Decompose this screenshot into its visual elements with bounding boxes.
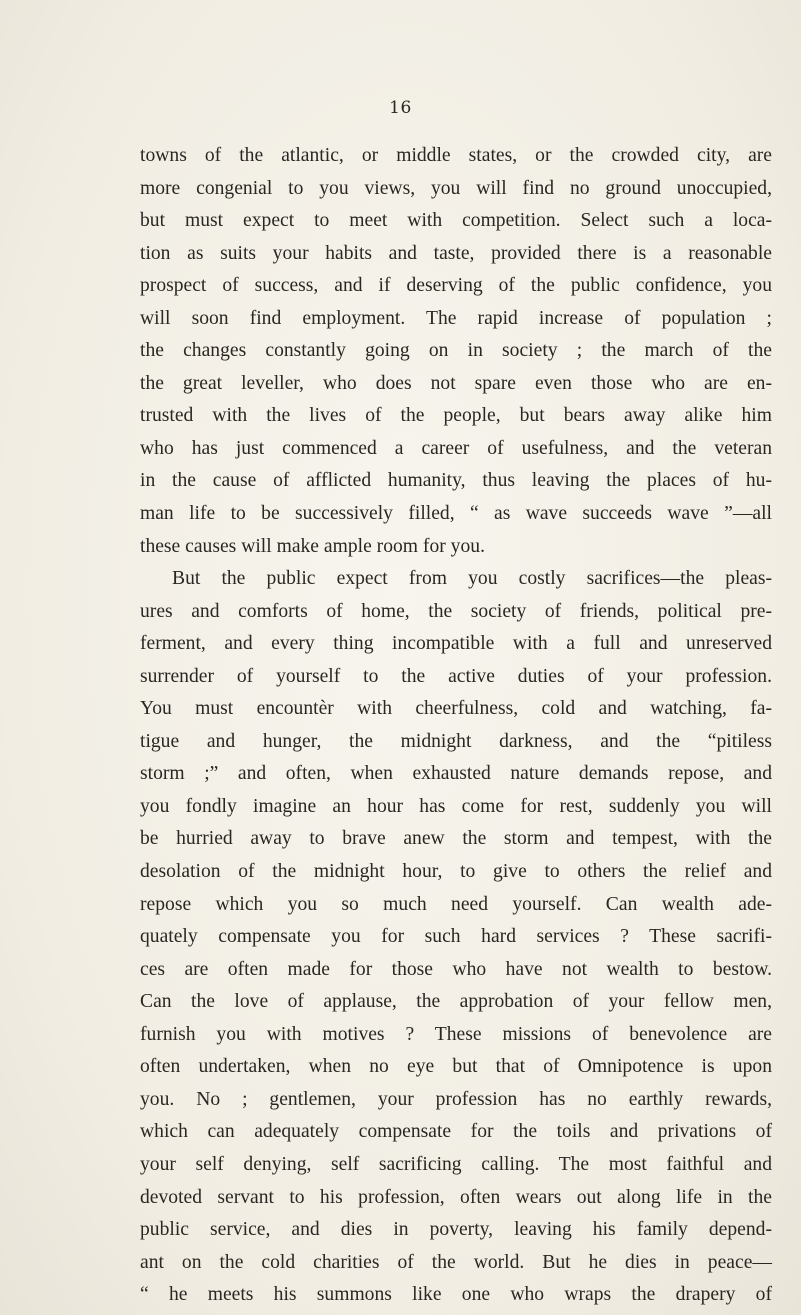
text-line: you fondly imagine an hour has come for rest, suddenly you will	[140, 795, 772, 817]
text-line: furnish you with motives ? These missions of benevolence are	[140, 1023, 772, 1045]
text-line: ces are often made for those who have not wealth to bestow.	[140, 958, 772, 980]
text-line: ant on the cold charities of the world. But he dies in peace—	[140, 1251, 772, 1273]
page-number: 16	[389, 98, 412, 118]
text-line: storm ;” and often, when exhausted nature demands repose, and	[140, 763, 772, 785]
text-line: your self denying, self sacrificing calling. The most faithful and	[140, 1153, 772, 1175]
text-line: repose which you so much need yourself. Can wealth ade-	[140, 893, 772, 915]
text-line: the changes constantly going on in society ; the march of the	[140, 340, 772, 362]
text-line: more congenial to you views, you will find no ground unoccupied,	[140, 177, 772, 199]
text-line: trusted with the lives of the people, but bears away alike him	[140, 405, 772, 427]
text-line: but must expect to meet with competition. Select such a loca-	[140, 210, 772, 232]
text-line: often undertaken, when no eye but that of Omnipotence is upon	[140, 1056, 772, 1078]
text-line: the great leveller, who does not spare even those who are en-	[140, 372, 772, 394]
paragraph-end-line: these causes will make ample room for you.	[140, 535, 485, 557]
text-line: you. No ; gentlemen, your profession has no earthly rewards,	[140, 1088, 772, 1110]
text-line: devoted servant to his profession, often wears out along life in the	[140, 1186, 772, 1208]
text-line: surrender of yourself to the active duties of your profession.	[140, 665, 772, 687]
text-line: Can the love of applause, the approbation of your fellow men,	[140, 991, 772, 1013]
text-line: public service, and dies in poverty, leaving his family depend-	[140, 1219, 772, 1241]
body-text	[140, 140, 772, 1312]
text-line: You must encountèr with cheerfulness, cold and watching, fa-	[140, 698, 772, 720]
text-line: who has just commenced a career of usefulness, and the veteran	[140, 437, 772, 459]
text-line: towns of the atlantic, or middle states, or the crowded city, are	[140, 145, 772, 166]
text-line: ures and comforts of home, the society of friends, political pre-	[140, 600, 772, 622]
text-line: be hurried away to brave anew the storm and tempest, with the	[140, 828, 772, 850]
text-line: ferment, and every thing incompatible with a full and unreserved	[140, 633, 772, 655]
text-line: tigue and hunger, the midnight darkness, and the “pitiless	[140, 730, 772, 752]
text-line: tion as suits your habits and taste, provided there is a reasonable	[140, 242, 772, 264]
text-line: prospect of success, and if deserving of the public confidence, you	[140, 275, 772, 297]
text-line: quately compensate you for such hard services ? These sacrifi-	[140, 926, 772, 948]
text-line: desolation of the midnight hour, to give to others the relief and	[140, 861, 772, 883]
text-line: will soon find employment. The rapid increase of population ;	[140, 307, 772, 329]
paragraph-start-line: But the public expect from you costly sacrifices—the pleas-	[172, 568, 772, 590]
text-line: in the cause of afflicted humanity, thus leaving the places of hu-	[140, 470, 772, 492]
text-line: “ he meets his summons like one who wraps the drapery of	[140, 1284, 772, 1306]
text-line: which can adequately compensate for the toils and privations of	[140, 1121, 772, 1143]
text-line: man life to be successively filled, “ as wave succeeds wave ”—all	[140, 503, 772, 525]
